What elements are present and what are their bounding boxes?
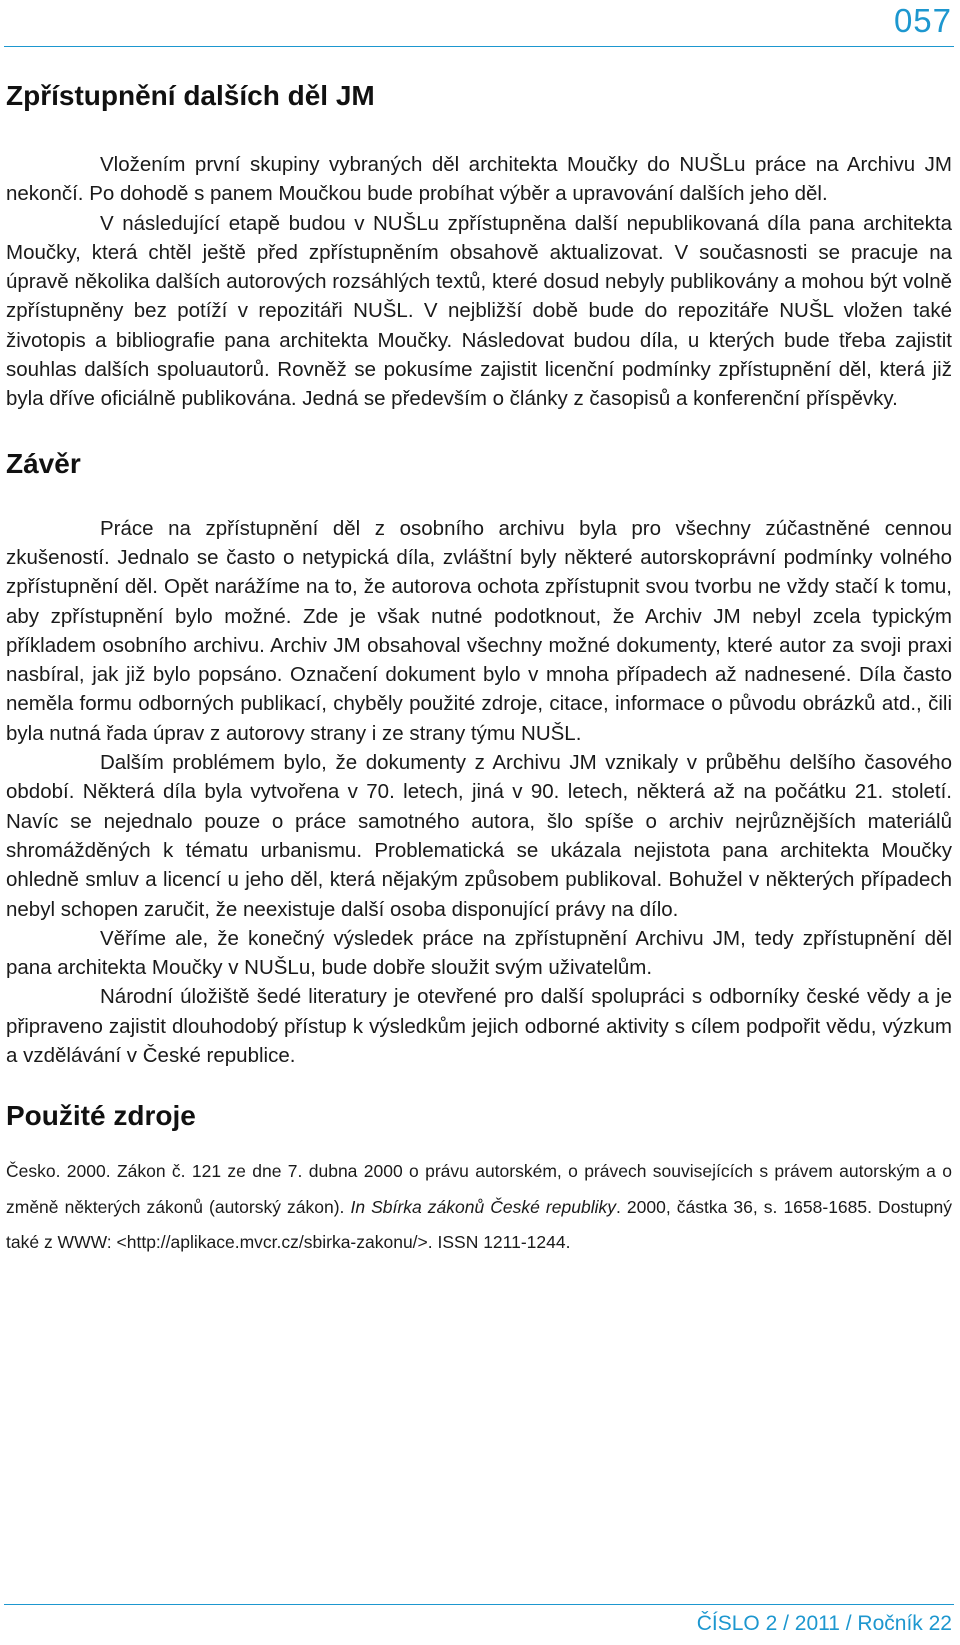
- reference-text-rest: . 2000, částka 36, s. 1658-1685. Dostupný také z WWW: <http://aplikace.mvcr.cz/sbirka-zakonu/>. ISSN 1211-1244.: [6, 1196, 952, 1253]
- section-heading-zaver: Závěr: [6, 447, 81, 479]
- page-number: 057: [893, 2, 952, 39]
- paragraph: Vložením první skupiny vybraných děl architekta Moučky do NUŠLu práce na Archivu JM nekončí. Po dohodě s panem Moučkou bude probíhat výběr a upravování dalších jeho děl.: [6, 153, 952, 206]
- header-rule: [4, 46, 954, 47]
- article-content: [6, 80, 952, 1261]
- paragraph: Národní úložiště šedé literatury je otevřené pro další spolupráci s odborníky české vědy a je připraveno zajistit dlouhodobý přístup k výsledkům jejich odborné aktivity s cílem podpořit vědu, výzkum a vzdělávání v České republice.: [6, 985, 952, 1068]
- issue-footer: ČÍSLO 2 / 2011 / Ročník 22: [696, 1612, 952, 1635]
- reference-entry: [6, 1154, 952, 1261]
- section-heading-zpristupneni: Zpřístupnění dalších děl JM: [6, 80, 375, 111]
- reference-source-title: In Sbírka zákonů České republiky: [350, 1196, 616, 1217]
- paragraph: Dalším problémem bylo, že dokumenty z Archivu JM vznikaly v průběhu delšího časového období. Některá díla byla vytvořena v 70. letech, jiná v 90. letech, některá až na počátku 21. století. Navíc se nejednalo pouze o práce samotného autora, šlo spíše o archiv nejrůznějších materiálů shromážděných k tématu urbanismu. Problematická se ukázala nejistota pana architekta Moučky ohledně smluv a licencí u jeho děl, která nějakým způsobem publikoval. Bohužel v některých případech nebyl schopen zaručit, že neexistuje další osoba disponující právy na dílo.: [6, 751, 952, 921]
- footer-rule: [4, 1604, 954, 1605]
- section-heading-zdroje: Použité zdroje: [6, 1100, 196, 1132]
- paragraph: Práce na zpřístupnění děl z osobního archivu byla pro všechny zúčastněné cennou zkušeností. Jednalo se často o netypická díla, zvláštní byly některé autorskoprávní podmínky volného zpřístupnění děl. Opět narážíme na to, že autorova ochota zpřístupnit svou tvorbu ne vždy stačí k tomu, aby zpřístupnění bylo možné. Zde je však nutné podotknout, že Archiv JM nebyl zcela typickým příkladem osobního archivu. Archiv JM obsahoval všechny možné dokumenty, které autor za svoji praxi nasbíral, jak již bylo popsáno. Označení dokument bylo v mnoha případech až nadnesené. Díla často neměla formu odborných publikací, chyběly použité zdroje, citace, informace o původu obrázků atd., čili byla nutná řada úprav z autorovy strany i ze strany týmu NUŠL.: [6, 516, 952, 745]
- reference-text: Česko. 2000. Zákon č. 121 ze dne 7. dubna 2000 o právu autorském, o právech souvisejících s právem autorským a o změně některých zákonů (autorský zákon).: [6, 1161, 952, 1217]
- paragraph: Věříme ale, že konečný výsledek práce na zpřístupnění Archivu JM, tedy zpřístupnění děl pana architekta Moučky v NUŠLu, bude dobře sloužit svým uživatelům.: [6, 926, 952, 980]
- paragraph: V následující etapě budou v NUŠLu zpřístupněna další nepublikovaná díla pana architekta Moučky, která chtěl ještě před zpřístupněním obsahově aktualizovat. V současnosti se pracuje na úpravě několika dalších autorových rozsáhlých textů, které dosud nebyly publikovány a mohou být volně zpřístupněny bez potíží v repozitáři NUŠL. V nejbližší době bude do repozitáře NUŠL vložen také životopis a bibliografie pana architekta Moučky. Následovat budou díla, u kterých bude třeba zajistit souhlas dalších spoluautorů. Rovněž se pokusíme zajistit licenční podmínky zpřístupnění děl, která již byla dříve oficiálně publikována. Jedná se především o články z časopisů a konferenční příspěvky.: [6, 211, 952, 411]
